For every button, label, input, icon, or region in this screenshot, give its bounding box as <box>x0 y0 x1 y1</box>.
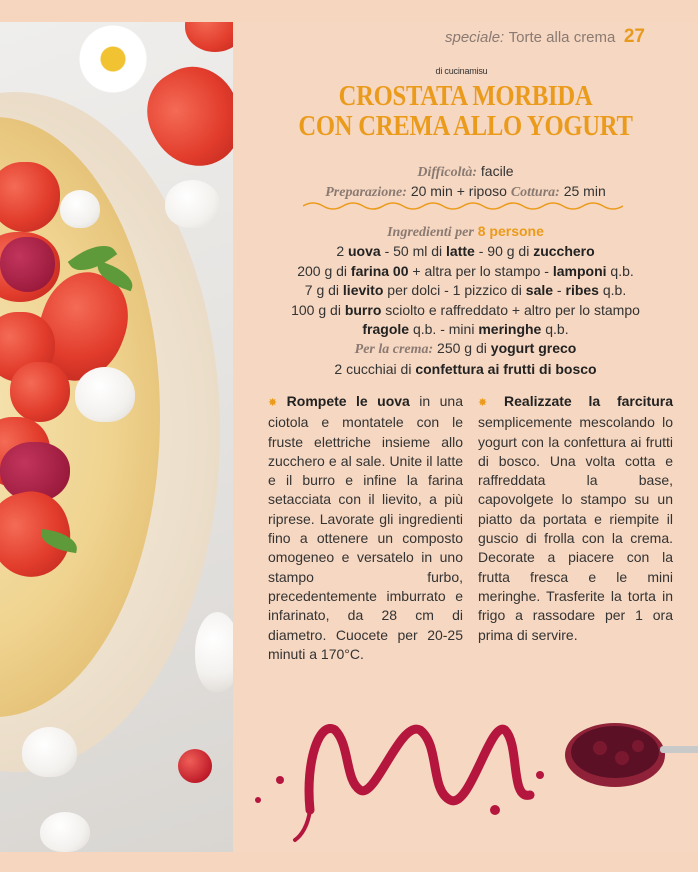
ing-text: 250 g di <box>433 340 491 357</box>
ing-bold: confettura ai frutti di bosco <box>415 360 597 377</box>
meringue <box>40 812 90 852</box>
ing-bold: yogurt greco <box>490 340 577 357</box>
meringue <box>60 190 100 228</box>
ing-bold: fragole <box>362 321 410 338</box>
ing-bold: zucchero <box>533 243 595 260</box>
bottom-band <box>0 852 698 872</box>
step-1-lead: in una <box>409 393 463 409</box>
ing-text: q.b. <box>541 321 569 338</box>
ing-text: per dolci - 1 pizzico di <box>383 282 526 299</box>
ing-text: 200 g di <box>297 262 351 279</box>
recipe-author: di cucinamisu <box>435 66 488 76</box>
ing-bold: meringhe <box>478 321 542 338</box>
title-line-1: CROSTATA MORBIDA <box>338 81 593 112</box>
ingredient-line <box>233 320 698 339</box>
difficulty-value: facile <box>480 163 514 179</box>
ing-text: 100 g di <box>291 301 345 318</box>
ing-text: q.b. - mini <box>409 321 479 338</box>
ingredient-line <box>233 242 698 261</box>
ing-text: 2 <box>336 243 345 260</box>
section-header <box>445 26 685 48</box>
title-line-2: CON CREMA ALLO YOGURT <box>298 111 633 142</box>
daisy-flower <box>78 24 148 94</box>
jam-drizzle <box>250 700 698 850</box>
meringue <box>75 367 135 422</box>
tart-photo <box>0 22 233 852</box>
step-2-body: semplicemente mescolando lo yogurt con la confettura ai frutti di bosco. Una volta cotta e raffreddata la base, capovolgete lo stampo su un piatto da portata e riempite il guscio di frolla con la crema. Decorate a piacere con la frutta fresca e le mini meringhe. Trasferite la torta in frigo a rassodare per 1 ora prima di servire. <box>478 414 673 643</box>
ingredient-line <box>233 262 698 281</box>
difficulty-label: Difficoltà: <box>417 165 478 180</box>
ingredient-line <box>233 281 698 300</box>
ing-text: sciolto e raffreddato + altro per lo stampo <box>381 301 640 318</box>
red-currant <box>178 749 212 783</box>
ingredients-block <box>233 222 698 379</box>
ingredient-line <box>233 339 698 359</box>
ing-text: 2 cucchiai di <box>334 360 416 377</box>
ingredient-line <box>233 360 698 379</box>
meringue <box>165 180 220 228</box>
step-1 <box>268 392 463 664</box>
raspberry <box>0 237 55 292</box>
strawberry <box>10 362 70 422</box>
step-1-body: ciotola e montatele con le fruste elettriche insieme allo zucchero e al sale. Unite il latte e il burro e infine la farina setacciata con il lievito, a più riprese. Lavorate gli ingredienti fino a ottenere un composto omogeneo e versatelo in uno stampo furbo, precedentemente imburrato e infarinato, da 28 cm di diametro. Cuocete per 20-25 minuti a 170°C. <box>268 414 463 662</box>
section-label: speciale: <box>445 29 505 46</box>
top-band <box>0 0 698 22</box>
section-topic: Torte alla crema <box>508 29 616 46</box>
ing-text: 7 g di <box>304 282 343 299</box>
step-1-title: Rompete le uova <box>286 393 410 409</box>
star-bullet-icon: ✸ <box>268 397 278 409</box>
page-number: 27 <box>623 26 645 47</box>
ing-text: - 50 ml di <box>380 243 447 260</box>
ing-bold: lievito <box>342 282 384 299</box>
prep-value: 20 min + riposo <box>410 183 507 199</box>
ing-bold: uova <box>348 243 381 260</box>
difficulty-line <box>233 163 698 181</box>
star-bullet-icon: ✸ <box>478 397 488 409</box>
meringue <box>22 727 77 777</box>
prep-label: Preparazione: <box>325 185 407 200</box>
ing-text: q.b. <box>598 282 627 299</box>
time-line <box>233 183 698 201</box>
cook-label: Cottura: <box>510 185 560 200</box>
ingredients-label: Ingredienti per <box>387 225 474 240</box>
ing-bold: ribes <box>565 282 599 299</box>
recipe-title <box>261 82 670 142</box>
ing-bold: burro <box>344 301 382 318</box>
ing-bold: lamponi <box>552 262 607 279</box>
ing-text: - 90 g di <box>474 243 534 260</box>
ing-text: - <box>553 282 566 299</box>
ing-bold: latte <box>446 243 475 260</box>
ing-bold: farina 00 <box>350 262 409 279</box>
wavy-divider <box>303 200 623 212</box>
ing-text: q.b. <box>606 262 634 279</box>
ing-bold: sale <box>525 282 554 299</box>
cream-label: Per la crema: <box>354 342 434 358</box>
step-2-title: Realizzate la farcitura <box>504 393 673 409</box>
servings-value: 8 persone <box>477 223 544 239</box>
ingredient-line <box>233 301 698 320</box>
strawberry <box>185 22 233 52</box>
ing-text: + altra per lo stampo - <box>408 262 553 279</box>
step-2 <box>478 392 673 645</box>
meringue <box>195 612 233 692</box>
cook-value: 25 min <box>563 183 606 199</box>
ingredients-heading <box>233 222 698 242</box>
